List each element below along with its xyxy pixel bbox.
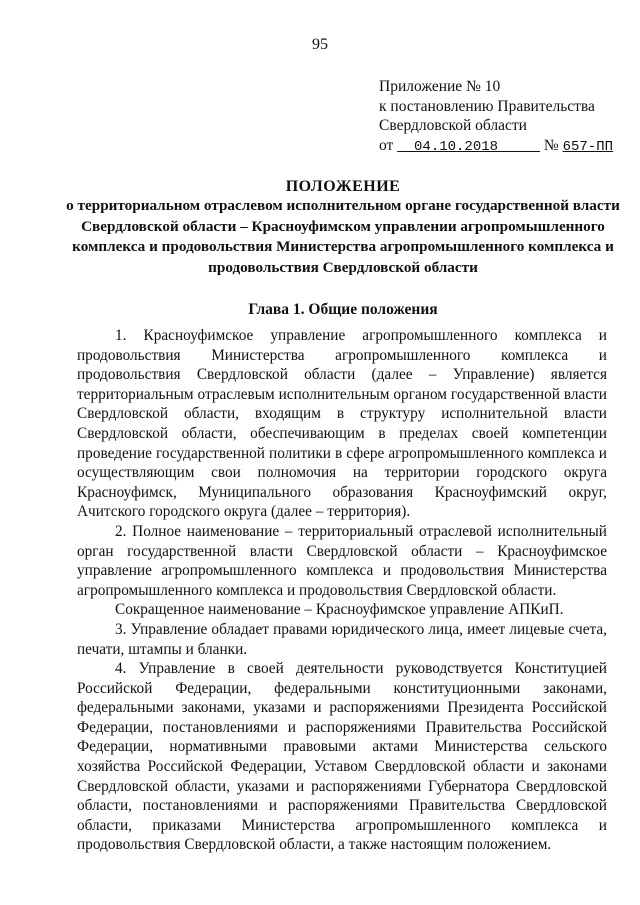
date-prefix: от [379, 136, 394, 154]
appendix-date-row [379, 136, 613, 158]
body-text [77, 326, 607, 855]
paragraph-2: 2. Полное наименование – территориальный отраслевой исполнительный орган государственной власти Свердловской области – Красноуфимское управление агропромышленного комплекса и продовольствия Министерства агропромышленного комплекса и продовольствия Свердловской области. [77, 522, 607, 599]
decree-number: 657-ПП [562, 138, 614, 155]
chapter-heading: Глава 1. Общие положения [248, 301, 438, 318]
document-subtitle: о территориальном отраслевом исполнительном органе государственной власти Свердловской области – Красноуфимском управлении агропромышленного комплекса и продовольствия Министерства агропромышленного комплекса и продовольствия Свердловской области [66, 197, 620, 276]
paragraph-3: 3. Управление обладает правами юридического лица, имеет лицевые счета, печати, штампы и бланки. [77, 620, 607, 658]
paragraph-1: 1. Красноуфимское управление агропромышленного комплекса и продовольствия Министерства агропромышленного комплекса и продовольствия Свердловской области (далее – Управление) является территориальным отраслевым исполнительным органом государственной власти Свердловской области, входящим в структуру исполнительной власти Свердловской области, обеспечивающим в пределах своей компетенции проведение государственной политики в сфере агропромышленного комплекса и осуществляющим свои полномочия на территории городского округа Красноуфимск, Муниципального образования Красноуфимский округ, Ачитского городского округа (далее – территория). [77, 327, 607, 521]
appendix-line-2: к постановлению Правительства [379, 97, 595, 115]
decree-date: 04.10.2018 [414, 138, 499, 155]
appendix-line-3: Свердловской области [379, 117, 527, 134]
number-prefix: № [543, 136, 559, 154]
appendix-line-1: Приложение № 10 [379, 78, 501, 95]
page-number: 95 [312, 36, 328, 53]
paragraph-4: 4. Управление в своей деятельности руководствуется Конституцией Российской Федерации, федеральными конституционными законами, федеральными законами, указами и распоряжениями Президента Российской Федерации, постановлениями и распоряжениями Правительства Российской Федерации, нормативными правовыми актами Министерства сельского хозяйства Российской Федерации, Уставом Свердловской области и законами Свердловской области, указами и распоряжениями Губернатора Свердловской области, постановлениями и распоряжениями Правительства Свердловской области, приказами Министерства агропромышленного комплекса и продовольствия Свердловской области, а также настоящим положением. [77, 660, 607, 854]
appendix-block [379, 77, 613, 157]
paragraph-2-short-name: Сокращенное наименование – Красноуфимское управление АПКиП. [115, 601, 564, 619]
document-title: ПОЛОЖЕНИЕ [285, 178, 401, 195]
